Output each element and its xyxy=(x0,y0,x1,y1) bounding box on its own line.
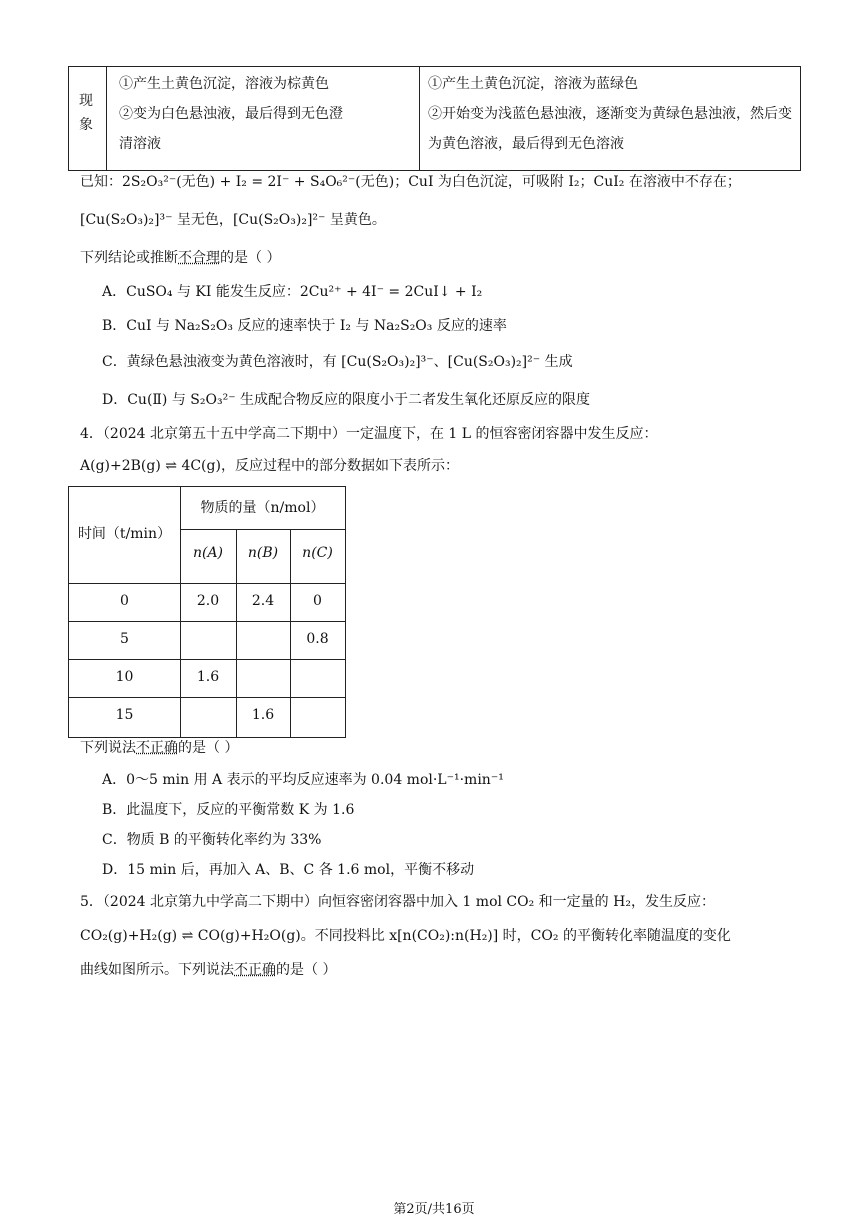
table-cell: 0.8 xyxy=(306,631,329,647)
q4-option-a[interactable]: A．0～5 min 用 A 表示的平均反应速率为 0.04 mol·L⁻¹·min⁻¹ xyxy=(102,772,504,788)
q4-stem-a: 下列说法 xyxy=(80,740,136,756)
q3-stem-a: 下列结论或推断 xyxy=(80,250,178,266)
table-cell: 5 xyxy=(120,631,129,647)
q4-option-b[interactable]: B．此温度下，反应的平衡常数 K 为 1.6 xyxy=(102,802,355,818)
time-header: 时间（t/min） xyxy=(77,526,172,542)
q4-line2: A(g)+2B(g) ⇌ 4C(g)，反应过程中的部分数据如下表所示： xyxy=(80,458,459,474)
q3-option-c[interactable]: C．黄绿色悬浊液变为黄色溶液时，有 [Cu(S₂O₃)₂]³⁻、[Cu(S₂O₃)₂]²⁻ 生成 xyxy=(102,354,573,370)
q3-option-d[interactable]: D．Cu(Ⅱ) 与 S₂O₃²⁻ 生成配合物反应的限度小于二者发生氧化还原反应的限度 xyxy=(102,392,591,408)
q3-stem-emphasis: 不合理 xyxy=(178,250,220,266)
complex-yellow: [Cu(S₂O₃)₂]²⁻ xyxy=(232,212,326,228)
reaction-data-table xyxy=(68,486,346,738)
q5-stem-b: 的是（ ） xyxy=(276,962,337,978)
q3-option-b[interactable]: B．CuI 与 Na₂S₂O₃ 反应的速率快于 I₂ 与 Na₂S₂O₃ 反应的速率 xyxy=(102,318,507,334)
col2-line1: ①产生土黄色沉淀，溶液为蓝绿色 xyxy=(428,76,638,92)
q5-line1: 5．（2024 北京第九中学高二下期中）向恒容密闭容器中加入 1 mol CO₂ 和一定量的 H₂，发生反应： xyxy=(80,894,715,910)
known-equation: 2S₂O₃²⁻(无色) + I₂ = 2I⁻ + S₄O₆²⁻(无色) xyxy=(122,174,395,190)
col-nA: n(A) xyxy=(192,545,224,561)
phenomena-col2 xyxy=(420,67,798,170)
table-cell: 1.6 xyxy=(251,707,275,723)
q3-stem xyxy=(80,248,280,268)
page-footer: 第2页/共16页 xyxy=(393,1202,475,1217)
col1-line1: ①产生土黄色沉淀，溶液为棕黄色 xyxy=(119,76,329,92)
q5-stem-emphasis: 不正确 xyxy=(234,962,276,978)
col1-line3: 清溶液 xyxy=(119,136,161,152)
q4-stem-b: 的是（ ） xyxy=(178,740,239,756)
col2-line2: ②开始变为浅蓝色悬浊液，逐渐变为黄绿色悬浊液，然后变 xyxy=(428,106,792,122)
complex-colorless-desc: 呈无色， xyxy=(172,212,233,228)
col1-line2: ②变为白色悬浊液，最后得到无色澄 xyxy=(119,106,343,122)
known-prefix: 已知： xyxy=(80,174,122,190)
table-cell: 2.4 xyxy=(251,593,275,609)
q4-line1: 4．（2024 北京第五十五中学高二下期中）一定温度下，在 1 L 的恒容密闭容器中发生反应： xyxy=(80,426,658,442)
table-cell: 0 xyxy=(120,593,129,609)
complex-colorless: [Cu(S₂O₃)₂]³⁻ xyxy=(80,212,173,228)
table-cell: 15 xyxy=(115,707,134,723)
table-cell: 10 xyxy=(115,669,134,685)
q4-stem-emphasis: 不正确 xyxy=(136,740,178,756)
table-cell: 1.6 xyxy=(196,669,220,685)
q5-line2: CO₂(g)+H₂(g) ⇌ CO(g)+H₂O(g)。不同投料比 x[n(CO₂):n(H₂)] 时，CO₂ 的平衡转化率随温度的变化 xyxy=(80,928,731,944)
table-cell: 2.0 xyxy=(196,593,220,609)
q4-option-d[interactable]: D．15 min 后，再加入 A、B、C 各 1.6 mol，平衡不移动 xyxy=(102,862,475,878)
q3-stem-b: 的是（ ） xyxy=(220,250,281,266)
known-rest: ；CuI 为白色沉淀，可吸附 I₂；CuI₂ 在溶液中不存在； xyxy=(394,174,741,190)
table-cell: 0 xyxy=(313,593,322,609)
complex-yellow-desc: 呈黄色。 xyxy=(325,212,386,228)
col2-line3: 为黄色溶液，最后得到无色溶液 xyxy=(428,136,624,152)
amount-header: 物质的量（n/mol） xyxy=(200,500,325,516)
q5-line3 xyxy=(80,960,336,980)
col-nB: n(B) xyxy=(247,545,279,561)
q3-option-a[interactable]: A．CuSO₄ 与 KI 能发生反应：2Cu²⁺ + 4I⁻ = 2CuI↓ + I₂ xyxy=(102,284,483,300)
q4-stem xyxy=(80,738,238,758)
q4-option-c[interactable]: C．物质 B 的平衡转化率约为 33% xyxy=(102,832,322,848)
known-line1 xyxy=(80,172,741,192)
known-line2 xyxy=(80,210,386,230)
phenomena-header-cell xyxy=(69,67,107,170)
phenomena-header: 现象 xyxy=(79,93,93,133)
q5-stem-a: 曲线如图所示。下列说法 xyxy=(80,962,234,978)
phenomena-table xyxy=(68,66,801,171)
phenomena-col1 xyxy=(107,67,420,170)
col-nC: n(C) xyxy=(302,545,333,561)
